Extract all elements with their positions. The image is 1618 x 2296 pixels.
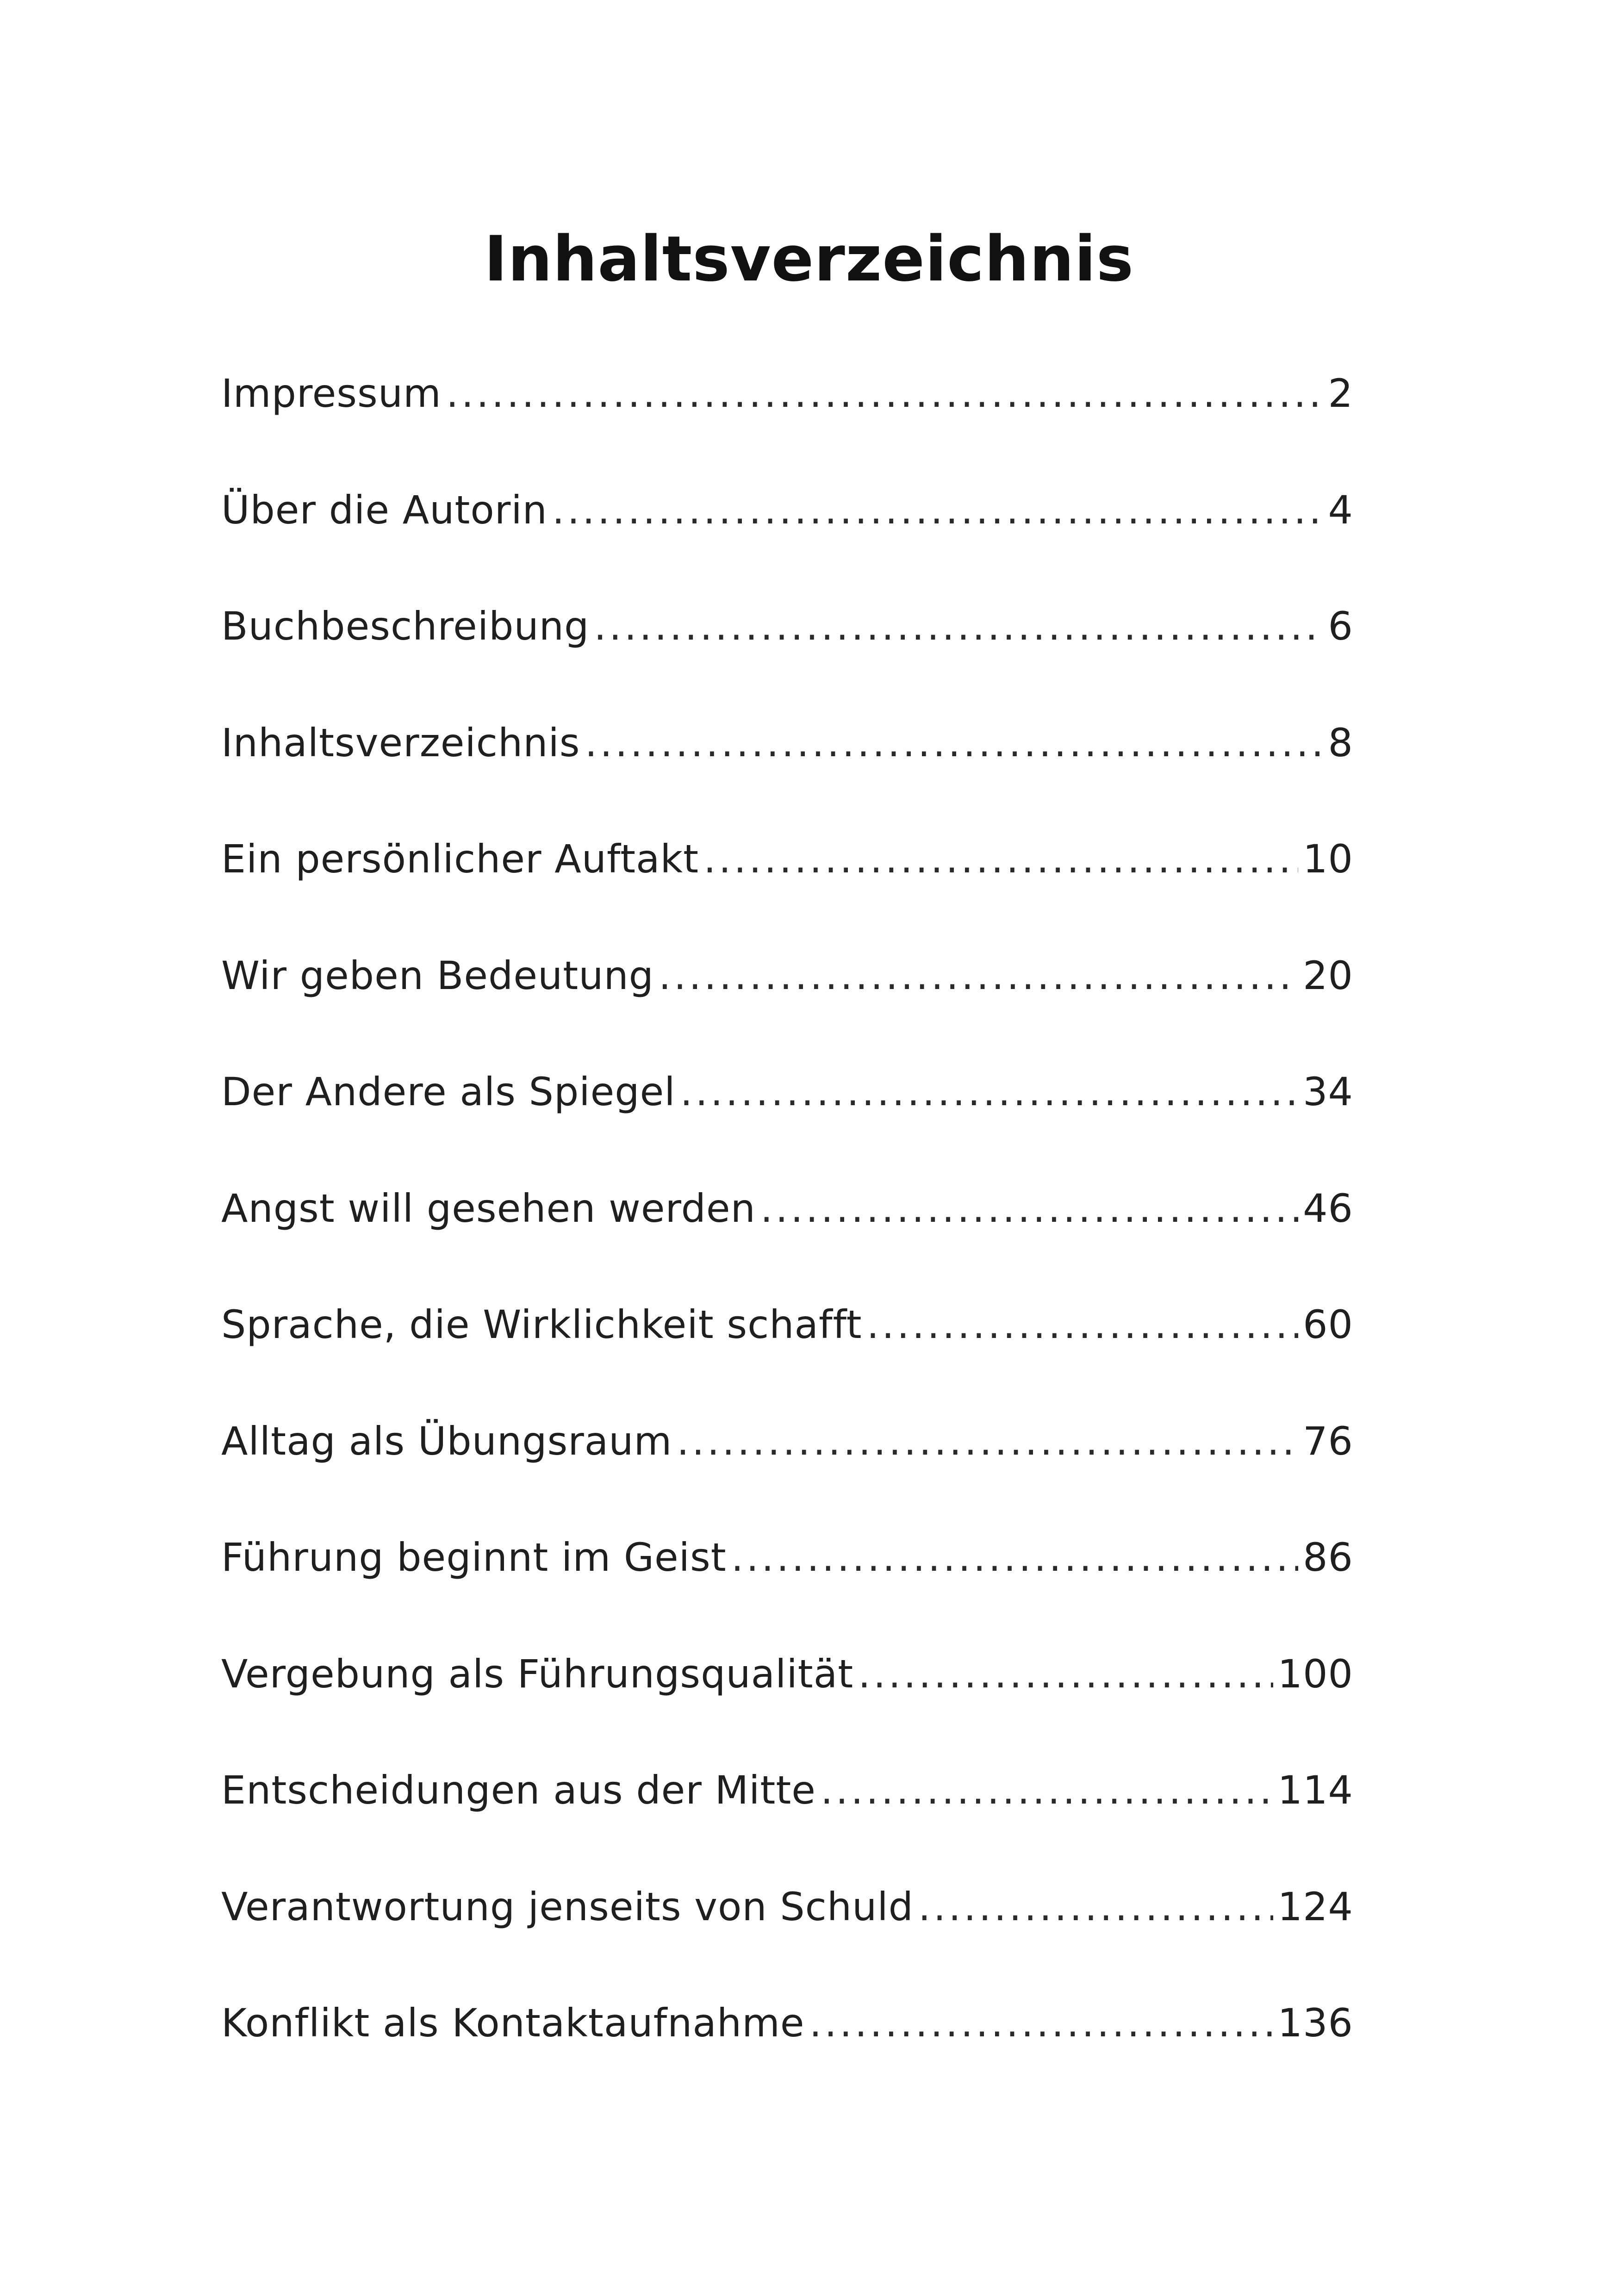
toc-entry bbox=[221, 715, 1353, 832]
toc-entry bbox=[221, 1413, 1353, 1530]
toc-entry-page: 10 bbox=[1303, 836, 1353, 882]
toc-entry-title: Sprache, die Wirklichkeit schafft bbox=[221, 1302, 862, 1347]
toc-entry bbox=[221, 831, 1353, 948]
toc-entry bbox=[221, 1064, 1353, 1181]
toc-dot-leader bbox=[809, 1995, 1273, 2051]
toc-entry-page: 124 bbox=[1277, 1884, 1353, 1929]
toc-entry bbox=[221, 1530, 1353, 1646]
toc-entry bbox=[221, 598, 1353, 715]
toc-entry-page: 136 bbox=[1277, 2000, 1353, 2046]
toc-entry-title: Konflikt als Kontaktaufnahme bbox=[221, 2000, 805, 2046]
toc-dot-leader bbox=[680, 1064, 1298, 1120]
toc-dot-leader bbox=[594, 598, 1323, 654]
toc-entry-page: 8 bbox=[1328, 720, 1353, 765]
toc-entry-page: 4 bbox=[1328, 487, 1353, 533]
toc-entry-page: 46 bbox=[1303, 1185, 1353, 1231]
toc-entry-title: Impressum bbox=[221, 371, 442, 416]
toc-entry-title: Vergebung als Führungsqualität bbox=[221, 1651, 854, 1697]
toc-entry-title: Buchbeschreibung bbox=[221, 604, 590, 649]
toc-entry-page: 100 bbox=[1277, 1651, 1353, 1697]
toc-entry bbox=[221, 1297, 1353, 1413]
toc-entry-page: 34 bbox=[1303, 1069, 1353, 1114]
toc-entry bbox=[221, 1762, 1353, 1879]
toc-entry-title: Der Andere als Spiegel bbox=[221, 1069, 676, 1114]
toc-dot-leader bbox=[585, 715, 1324, 771]
table-of-contents bbox=[221, 366, 1353, 2112]
toc-dot-leader bbox=[731, 1530, 1298, 1585]
toc-entry-title: Über die Autorin bbox=[221, 487, 548, 533]
toc-dot-leader bbox=[760, 1181, 1298, 1236]
toc-entry-title: Entscheidungen aus der Mitte bbox=[221, 1767, 816, 1813]
toc-entry bbox=[221, 366, 1353, 482]
toc-entry-page: 20 bbox=[1303, 952, 1353, 998]
toc-entry-page: 2 bbox=[1328, 371, 1353, 416]
toc-dot-leader bbox=[703, 831, 1298, 887]
toc-entry-title: Ein persönlicher Auftakt bbox=[221, 836, 699, 882]
toc-dot-leader bbox=[918, 1879, 1273, 1935]
toc-entry-page: 6 bbox=[1328, 604, 1353, 649]
toc-entry bbox=[221, 1879, 1353, 1996]
toc-dot-leader bbox=[821, 1762, 1273, 1818]
toc-dot-leader bbox=[552, 482, 1324, 538]
toc-entry bbox=[221, 1646, 1353, 1763]
page-title: Inhaltsverzeichnis bbox=[484, 223, 1134, 295]
toc-dot-leader bbox=[677, 1413, 1298, 1469]
toc-dot-leader bbox=[446, 366, 1324, 421]
toc-entry bbox=[221, 1181, 1353, 1297]
toc-entry-page: 76 bbox=[1303, 1418, 1353, 1464]
toc-entry-title: Alltag als Übungsraum bbox=[221, 1418, 672, 1464]
toc-entry-title: Wir geben Bedeutung bbox=[221, 952, 654, 998]
toc-entry bbox=[221, 948, 1353, 1064]
toc-entry-page: 114 bbox=[1277, 1767, 1353, 1813]
toc-entry-title: Inhaltsverzeichnis bbox=[221, 720, 580, 765]
toc-entry-title: Führung beginnt im Geist bbox=[221, 1535, 727, 1580]
toc-entry-title: Angst will gesehen werden bbox=[221, 1185, 756, 1231]
toc-entry-title: Verantwortung jenseits von Schuld bbox=[221, 1884, 914, 1929]
toc-dot-leader bbox=[858, 1646, 1273, 1702]
toc-entry bbox=[221, 482, 1353, 599]
toc-dot-leader bbox=[659, 948, 1298, 1003]
toc-dot-leader bbox=[867, 1297, 1299, 1352]
toc-entry bbox=[221, 1995, 1353, 2112]
toc-entry-page: 86 bbox=[1303, 1535, 1353, 1580]
toc-entry-page: 60 bbox=[1303, 1302, 1353, 1347]
